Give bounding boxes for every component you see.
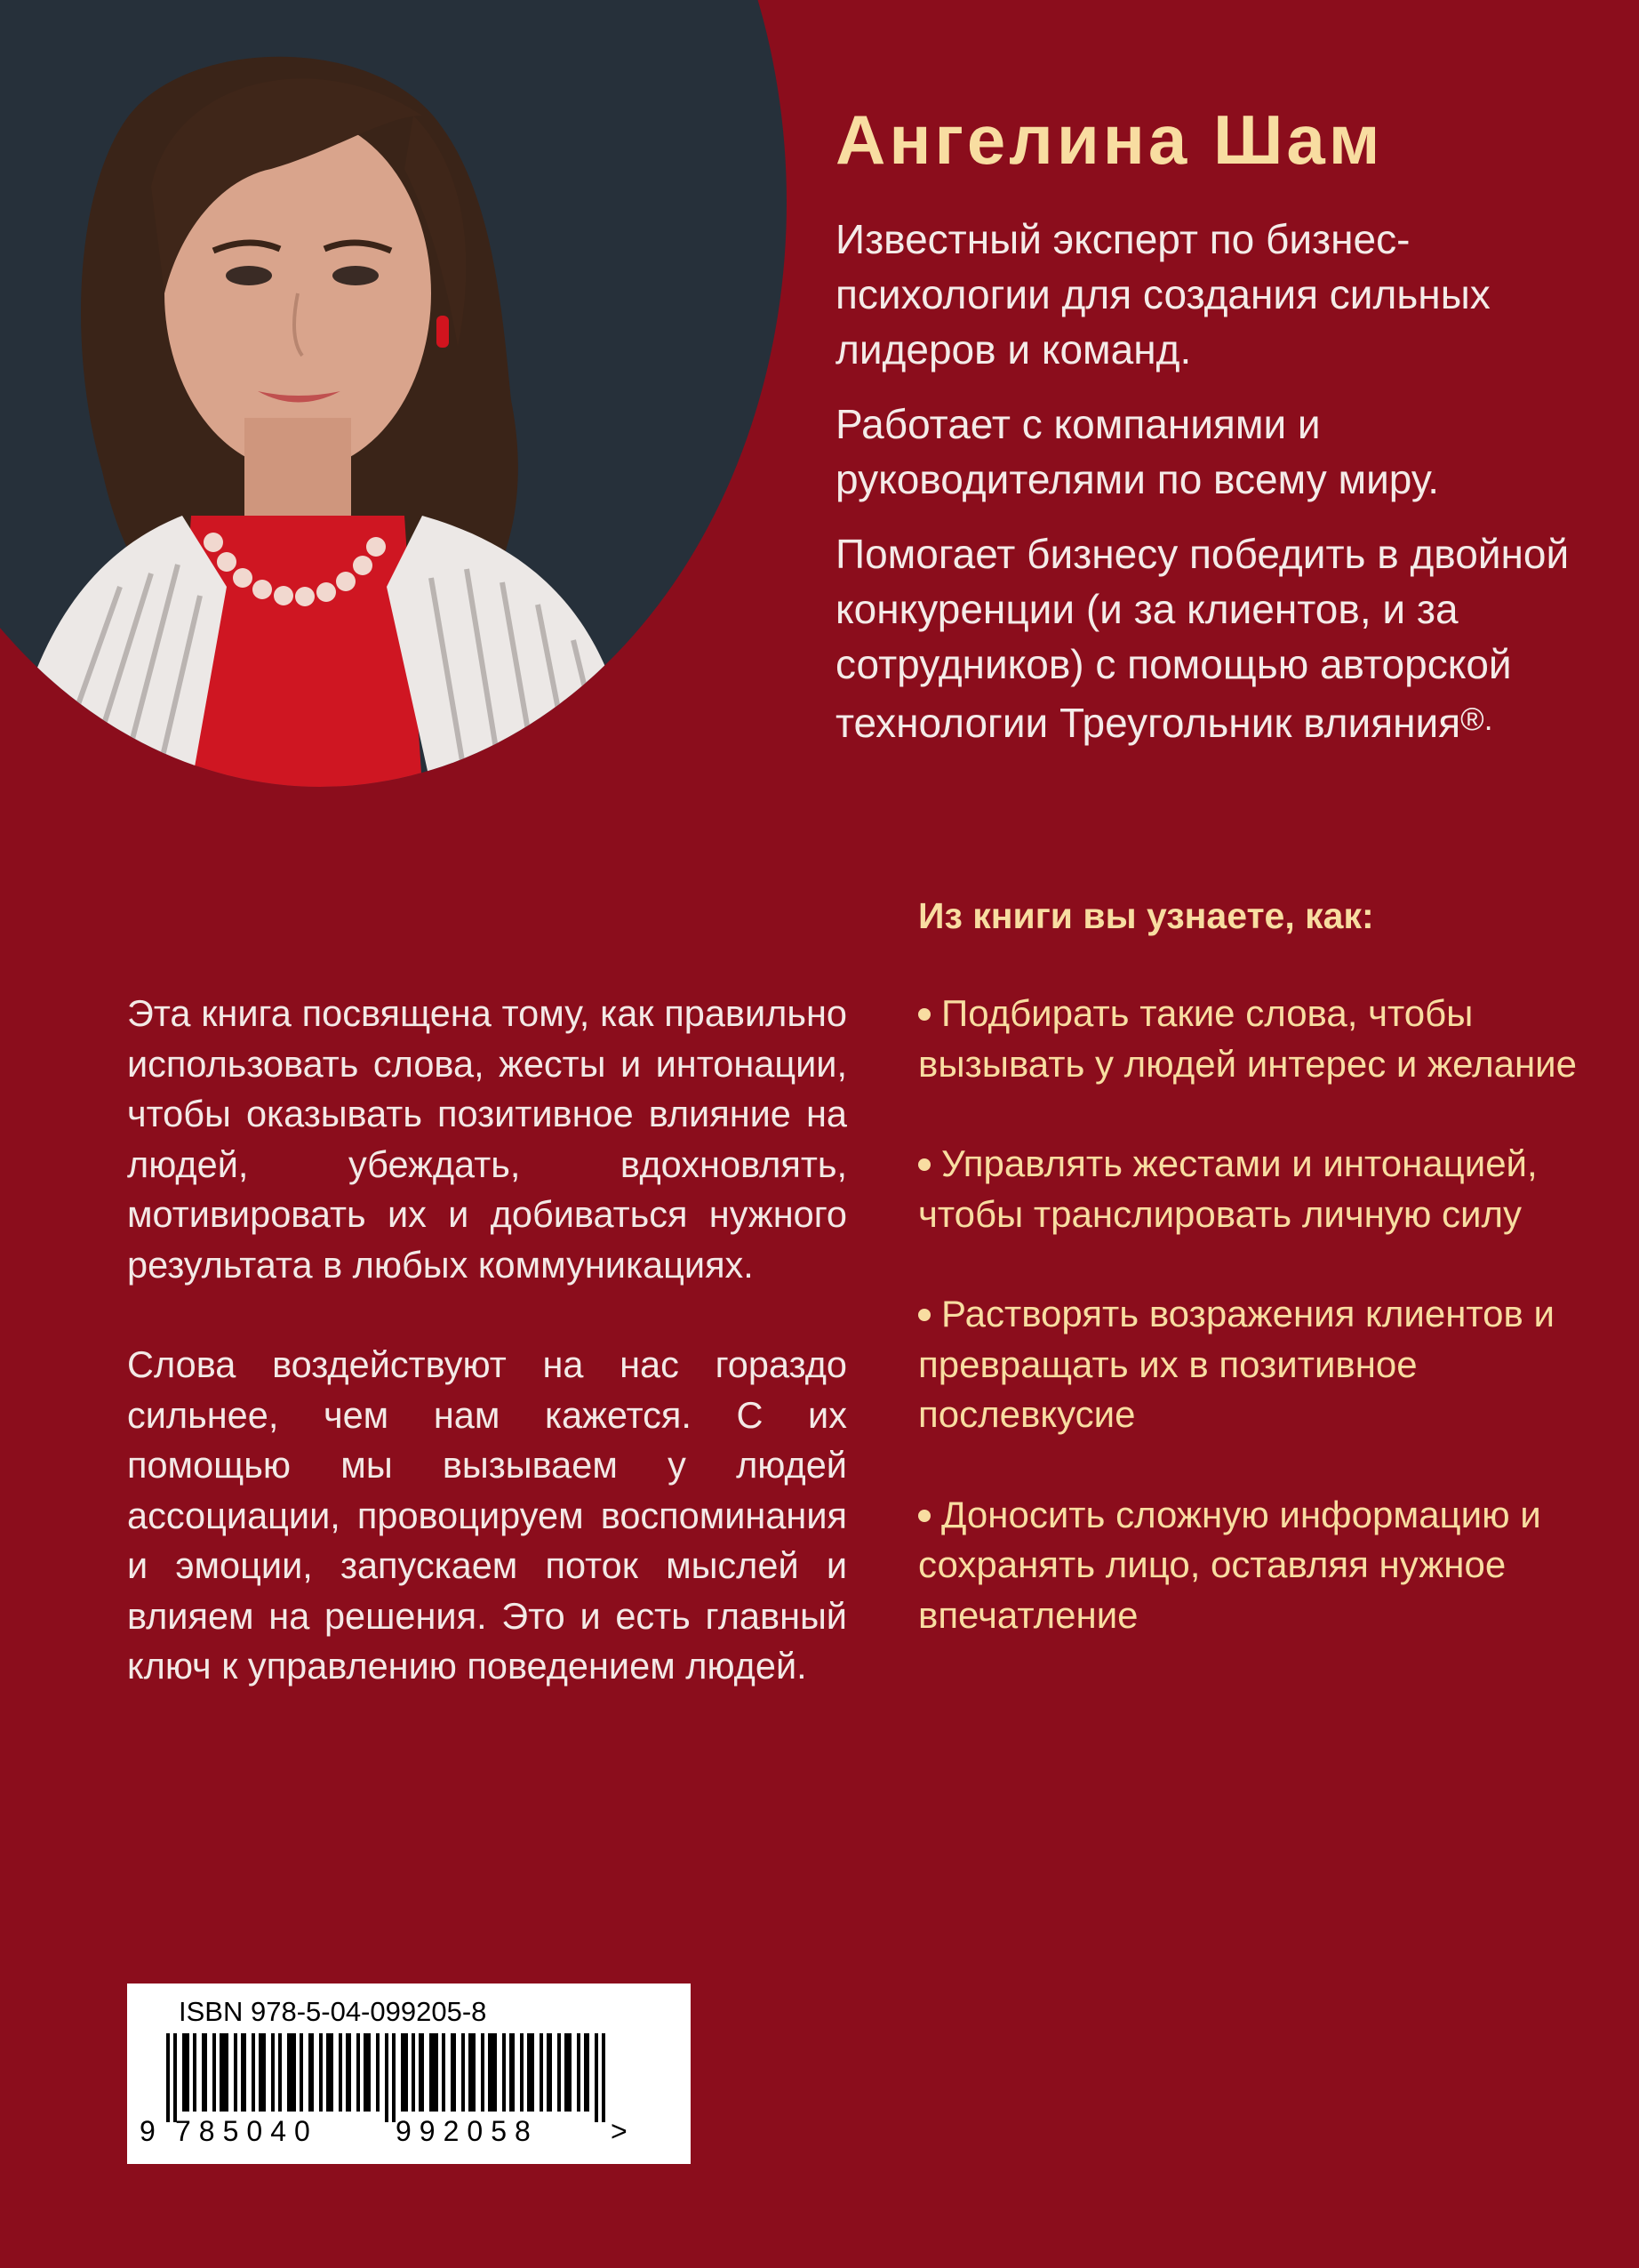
learn-item <box>918 1490 1620 1641</box>
bullet-icon <box>918 1309 931 1321</box>
bullet-icon <box>918 1510 931 1522</box>
barcode-icon <box>166 2033 628 2122</box>
bullet-icon <box>918 1008 931 1021</box>
author-bio <box>835 212 1618 770</box>
bullet-icon <box>918 1158 931 1171</box>
isbn-label: ISBN 978-5-04-099205-8 <box>179 1996 487 2027</box>
learn-heading: Из книги вы узнаете, как: <box>918 895 1374 936</box>
book-description <box>127 989 847 1742</box>
bio-paragraph-text: Помогает бизнесу победить в двойной конкуренции (и за клиентов, и за сотрудников) с помощью авторской технологии Треугольник влияния <box>835 531 1570 746</box>
barcode-digit-lead: 9 <box>140 2115 156 2147</box>
learn-item <box>918 1139 1620 1239</box>
bio-paragraph <box>835 526 1618 750</box>
barcode-digit-group: 785040 <box>175 2115 318 2147</box>
barcode-digit-end: > <box>611 2115 628 2147</box>
registered-mark: ®. <box>1460 701 1493 737</box>
publisher-logo-icon <box>604 2021 693 2136</box>
learn-item <box>918 989 1620 1089</box>
learn-item-text: Управлять жестами и интонацией, чтобы транслировать личную силу <box>918 1142 1538 1235</box>
learn-item-text: Подбирать такие слова, чтобы вызывать у людей интерес и желание <box>918 992 1577 1085</box>
barcode-digit-group: 992058 <box>396 2115 539 2147</box>
bio-paragraph: Работает с компаниями и руководителями по всему миру. <box>835 401 1440 502</box>
author-name: Ангелина Шам <box>835 100 1384 179</box>
author-portrait <box>0 0 787 787</box>
description-paragraph: Эта книга посвящена тому, как правильно использовать слова, жесты и интонации, чтобы оказывать позитивное влияние на людей, убеждать, вдохновлять, мотивировать их и добиваться нужного результата в любых коммуникациях. <box>127 992 847 1286</box>
portrait-illustration <box>0 0 787 787</box>
learn-item <box>918 1289 1620 1440</box>
learn-item-text: Растворять возражения клиентов и превращать их в позитивное послевкусие <box>918 1293 1555 1435</box>
bio-paragraph: Известный эксперт по бизнес-психологии для создания сильных лидеров и команд. <box>835 216 1491 373</box>
learn-list <box>918 989 1620 1690</box>
description-paragraph: Слова воздействуют на нас гораздо сильнее, чем нам кажется. С их помощью мы вызываем у людей ассоциации, провоцируем воспоминания и эмоции, запускаем поток мыслей и влияем на решения. Это и есть главный ключ к управлению поведением людей. <box>127 1343 847 1687</box>
learn-item-text: Доносить сложную информацию и сохранять лицо, оставляя нужное впечатление <box>918 1493 1541 1636</box>
